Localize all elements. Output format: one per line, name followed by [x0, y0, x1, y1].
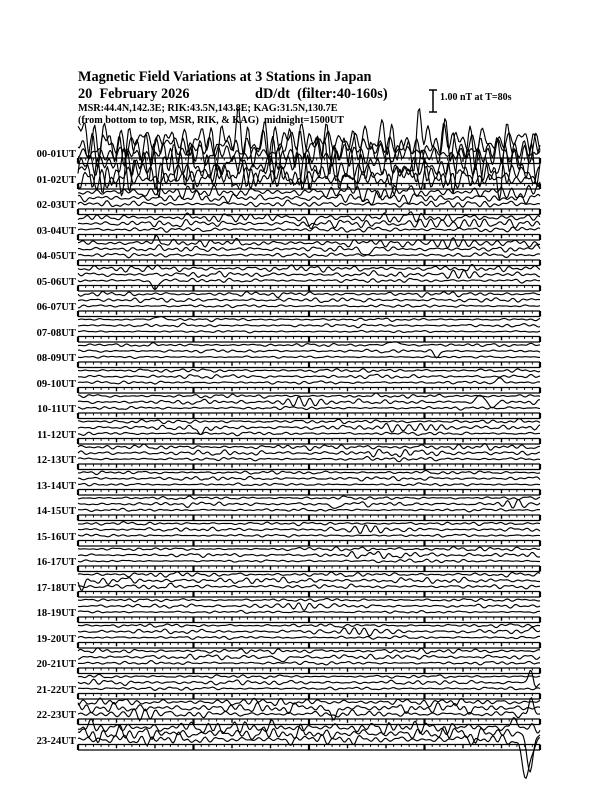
- trace-07-08UT-RIK: [78, 323, 540, 328]
- trace-13-14UT-KAG: [78, 471, 540, 475]
- trace-12-13UT-RIK: [78, 449, 540, 457]
- page-title: Magnetic Field Variations at 3 Stations in Japan: [78, 69, 372, 85]
- trace-06-07UT-RIK: [78, 298, 540, 303]
- trace-19-20UT-KAG: [78, 624, 540, 628]
- trace-13-14UT-RIK: [78, 476, 540, 481]
- trace-03-04UT-RIK: [78, 219, 540, 228]
- trace-17-18UT-RIK: [78, 577, 540, 590]
- row-label-15-16UT: 15-16UT: [36, 531, 76, 543]
- row-label-04-05UT: 04-05UT: [36, 251, 76, 262]
- trace-22-23UT-RIK: [78, 702, 540, 720]
- trace-21-22UT-MSR: [78, 687, 540, 691]
- trace-11-12UT-RIK: [78, 423, 540, 434]
- trace-09-10UT-KAG: [78, 369, 540, 373]
- trace-00-01UT-MSR: [78, 136, 540, 171]
- trace-14-15UT-MSR: [78, 508, 540, 512]
- trace-16-17UT-KAG: [78, 547, 540, 551]
- trace-order-note: (from bottom to top, MSR, RIK, & KAG) midnight=1500UT: [78, 114, 344, 126]
- trace-04-05UT-KAG: [78, 235, 540, 248]
- trace-15-16UT-MSR: [78, 534, 540, 537]
- trace-12-13UT-KAG: [78, 444, 540, 451]
- trace-04-05UT-MSR: [78, 253, 540, 258]
- trace-02-03UT-KAG: [78, 185, 540, 202]
- trace-05-06UT-RIK: [78, 270, 540, 278]
- scale-bar-label: 1.00 nT at T=80s: [440, 92, 512, 103]
- row-label-03-04UT: 03-04UT: [36, 225, 76, 237]
- trace-23-24UT-KAG: [78, 718, 540, 735]
- row-label-00-01UT: 00-01UT: [36, 149, 76, 160]
- minute-ticks: [86, 158, 533, 747]
- date-label: 20 February 2026: [78, 86, 190, 102]
- trace-01-02UT-RIK: [78, 147, 540, 193]
- trace-12-13UT-MSR: [78, 457, 540, 462]
- row-label-02-03UT: 02-03UT: [36, 200, 76, 211]
- trace-09-10UT-MSR: [78, 378, 540, 384]
- trace-17-18UT-KAG: [78, 572, 540, 577]
- row-label-06-07UT: 06-07UT: [36, 302, 76, 313]
- row-label-14-15UT: 14-15UT: [36, 506, 76, 517]
- trace-15-16UT-KAG: [78, 522, 540, 526]
- trace-13-14UT-MSR: [78, 483, 540, 486]
- trace-00-01UT-RIK: [78, 124, 540, 170]
- trace-10-11UT-RIK: [78, 395, 540, 408]
- trace-03-04UT-KAG: [78, 212, 540, 229]
- trace-08-09UT-MSR: [78, 356, 540, 358]
- trace-22-23UT-KAG: [78, 698, 540, 707]
- trace-16-17UT-MSR: [78, 559, 540, 563]
- trace-04-05UT-RIK: [78, 245, 540, 255]
- row-label-17-18UT: 17-18UT: [36, 582, 76, 594]
- row-label-19-20UT: 19-20UT: [36, 633, 76, 645]
- five-minute-ticks: [117, 158, 502, 748]
- trace-20-21UT-RIK: [78, 654, 540, 662]
- row-label-18-19UT: 18-19UT: [36, 608, 76, 619]
- trace-18-19UT-MSR: [78, 611, 540, 614]
- hour-band-lines: [78, 158, 540, 750]
- trace-06-07UT-KAG: [78, 292, 540, 298]
- trace-19-20UT-RIK: [78, 627, 540, 636]
- row-label-10-11UT: 10-11UT: [37, 404, 76, 415]
- trace-11-12UT-KAG: [78, 419, 540, 424]
- quantity-filter-label: dD/dt (filter:40-160s): [255, 86, 388, 102]
- trace-05-06UT-MSR: [78, 278, 540, 289]
- trace-15-16UT-RIK: [78, 525, 540, 533]
- trace-03-04UT-MSR: [78, 227, 540, 232]
- trace-07-08UT-MSR: [78, 331, 540, 333]
- trace-08-09UT-KAG: [78, 342, 540, 347]
- row-label-11-12UT: 11-12UT: [37, 429, 76, 441]
- trace-22-23UT-MSR: [78, 698, 540, 721]
- trace-18-19UT-RIK: [78, 603, 540, 610]
- trace-14-15UT-RIK: [78, 500, 540, 509]
- row-label-09-10UT: 09-10UT: [36, 378, 76, 390]
- trace-17-18UT-MSR: [78, 583, 540, 589]
- row-label-21-22UT: 21-22UT: [36, 684, 76, 696]
- row-label-08-09UT: 08-09UT: [36, 353, 76, 364]
- trace-16-17UT-RIK: [78, 552, 540, 559]
- trace-21-22UT-RIK: [78, 671, 540, 688]
- trace-01-02UT-KAG: [78, 139, 540, 201]
- trace-08-09UT-RIK: [78, 349, 540, 358]
- trace-23-24UT-MSR: [78, 732, 540, 778]
- trace-14-15UT-KAG: [78, 496, 540, 500]
- trace-19-20UT-MSR: [78, 636, 540, 640]
- quarter-hour-ticks: [78, 158, 540, 750]
- trace-06-07UT-MSR: [78, 305, 540, 308]
- trace-18-19UT-KAG: [78, 598, 540, 601]
- trace-05-06UT-KAG: [78, 265, 540, 273]
- trace-10-11UT-MSR: [78, 406, 540, 410]
- trace-11-12UT-MSR: [78, 432, 540, 436]
- row-label-23-24UT: 23-24UT: [36, 735, 76, 747]
- trace-02-03UT-RIK: [78, 191, 540, 205]
- trace-23-24UT-RIK: [78, 724, 540, 772]
- trace-21-22UT-KAG: [78, 674, 540, 678]
- station-coordinates-line: MSR:44.4N,142.3E; RIK:43.5N,143.8E; KAG:31.5N,130.7E: [78, 103, 338, 114]
- trace-01-02UT-MSR: [78, 166, 540, 194]
- row-label-13-14UT: 13-14UT: [36, 480, 76, 492]
- row-label-12-13UT: 12-13UT: [36, 455, 76, 466]
- row-label-05-06UT: 05-06UT: [36, 276, 76, 288]
- trace-09-10UT-RIK: [78, 374, 540, 378]
- trace-02-03UT-MSR: [78, 200, 540, 207]
- row-label-07-08UT: 07-08UT: [36, 327, 76, 339]
- trace-07-08UT-KAG: [78, 317, 540, 322]
- row-label-16-17UT: 16-17UT: [36, 557, 76, 568]
- row-label-20-21UT: 20-21UT: [36, 659, 76, 670]
- row-label-01-02UT: 01-02UT: [36, 174, 76, 186]
- trace-20-21UT-KAG: [78, 648, 540, 654]
- trace-10-11UT-KAG: [78, 393, 540, 398]
- trace-20-21UT-MSR: [78, 661, 540, 665]
- scale-bar: [429, 90, 437, 112]
- row-label-22-23UT: 22-23UT: [36, 710, 76, 721]
